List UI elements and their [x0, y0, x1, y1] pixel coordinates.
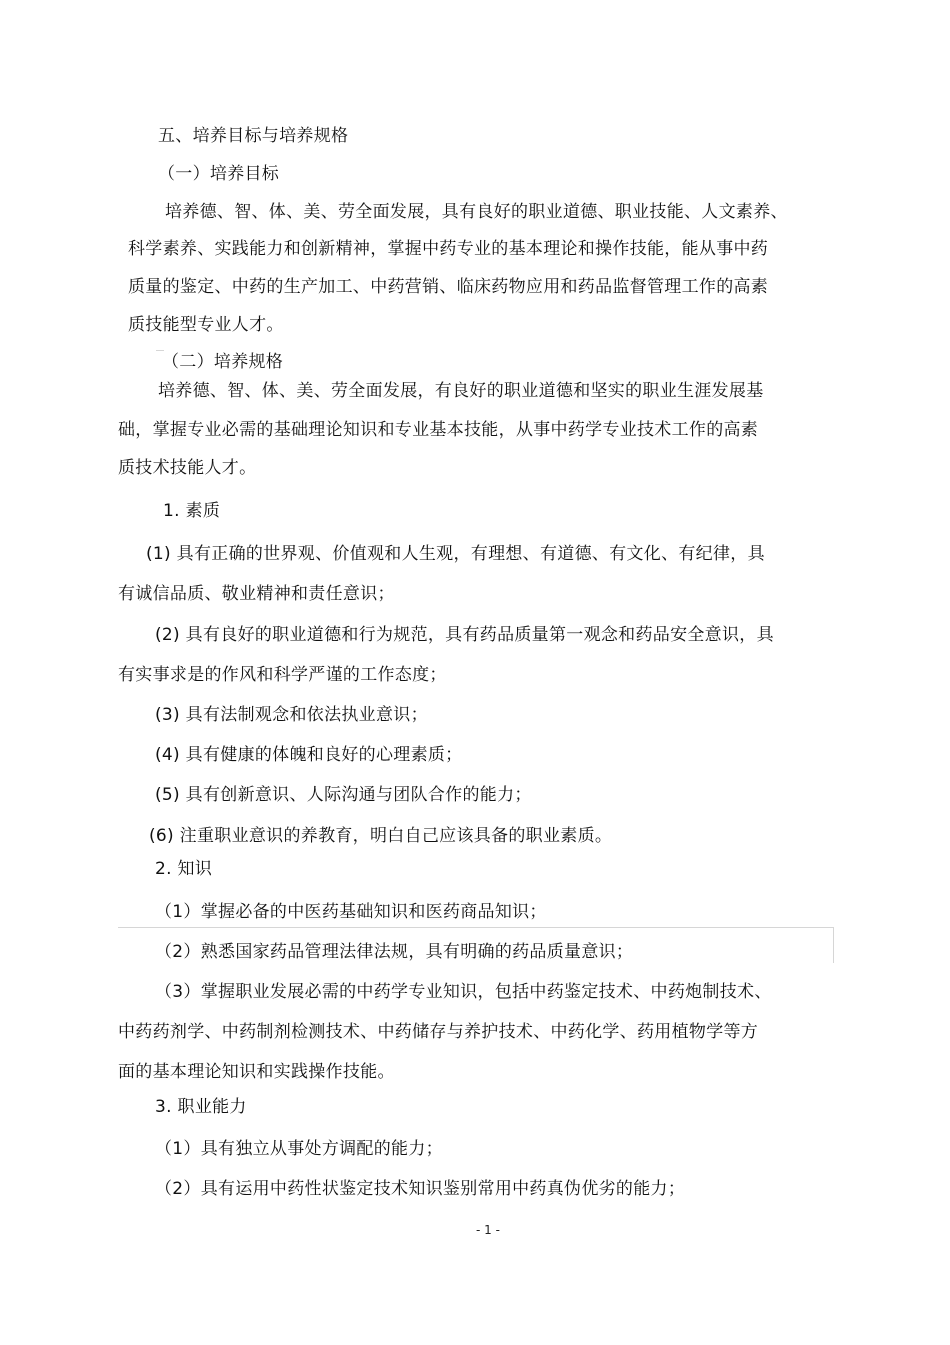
paragraph-line: 础，掌握专业必需的基础理论知识和专业基本技能，从事中药学专业技术工作的高素: [118, 420, 759, 440]
paragraph-line: 培养德、智、体、美、劳全面发展，具有良好的职业道德、职业技能、人文素养、: [165, 202, 788, 222]
list-item: 有实事求是的作风和科学严谨的工作态度；: [118, 665, 447, 685]
list-item: （1）掌握必备的中医药基础知识和医药商品知识；: [155, 902, 547, 922]
list-item: 有诚信品质、敬业精神和责任意识；: [118, 584, 395, 604]
list-item: (1) 具有正确的世界观、价值观和人生观，有理想、有道德、有文化、有纪律，具: [146, 544, 765, 564]
list-item: (2) 具有良好的职业道德和行为规范，具有药品质量第一观念和药品安全意识，具: [155, 625, 774, 645]
heading-ability: 3. 职业能力: [155, 1097, 247, 1117]
list-item: (6) 注重职业意识的养教育，明白自己应该具备的职业素质。: [149, 826, 613, 846]
paragraph-line: 质技术技能人才。: [118, 458, 257, 478]
divider: [833, 927, 834, 963]
sub-heading-training-goal: （一）培养目标: [158, 164, 280, 184]
list-item: (5) 具有创新意识、人际沟通与团队合作的能力；: [155, 785, 532, 805]
paragraph-line: 科学素养、实践能力和创新精神，掌握中药专业的基本理论和操作技能，能从事中药: [128, 239, 769, 259]
list-item: （2）熟悉国家药品管理法律法规，具有明确的药品质量意识；: [155, 942, 634, 962]
sub-heading-training-spec: （二）培养规格: [162, 352, 284, 372]
paragraph-line: 质量的鉴定、中药的生产加工、中药营销、临床药物应用和药品监督管理工作的高素: [128, 277, 769, 297]
divider: [118, 927, 834, 928]
heading-knowledge: 2. 知识: [155, 859, 213, 879]
list-item: (4) 具有健康的体魄和良好的心理素质；: [155, 745, 463, 765]
heading-quality: 1. 素质: [163, 501, 221, 521]
paragraph-line: 质技能型专业人才。: [128, 315, 284, 335]
paragraph-line: 培养德、智、体、美、劳全面发展，有良好的职业道德和坚实的职业生涯发展基: [158, 381, 764, 401]
list-item: （2）具有运用中药性状鉴定技术知识鉴别常用中药真伪优劣的能力；: [155, 1179, 686, 1199]
section-title: 五、培养目标与培养规格: [158, 126, 349, 146]
page-number: - 1 -: [476, 1223, 500, 1237]
list-item: (3) 具有法制观念和依法执业意识；: [155, 705, 428, 725]
list-item: （1）具有独立从事处方调配的能力；: [155, 1139, 443, 1159]
list-item: 面的基本理论知识和实践操作技能。: [118, 1062, 395, 1082]
list-item: 中药药剂学、中药制剂检测技术、中药储存与养护技术、中药化学、药用植物学等方: [118, 1022, 759, 1042]
list-item: （3）掌握职业发展必需的中药学专业知识，包括中药鉴定技术、中药炮制技术、: [155, 982, 772, 1002]
